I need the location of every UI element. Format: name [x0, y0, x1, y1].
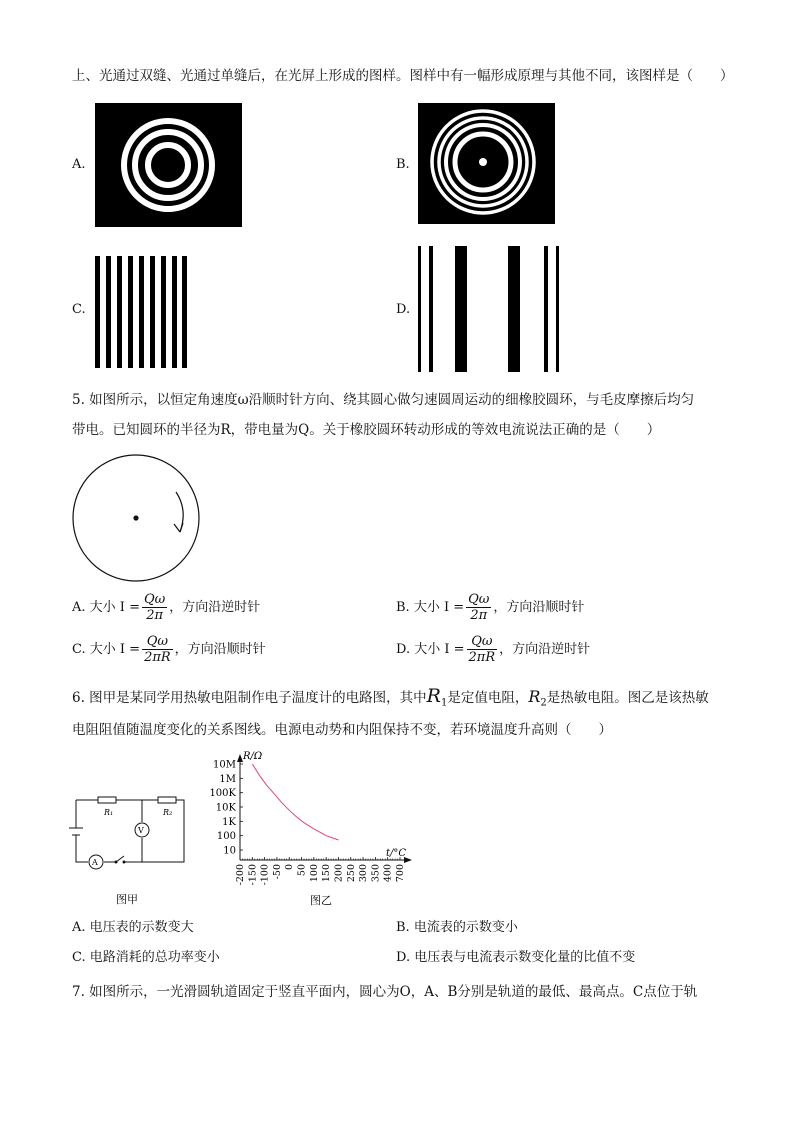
circuit-caption: 图甲: [116, 893, 138, 906]
q6-option-b[interactable]: B. 电流表的示数变小: [396, 920, 518, 935]
q4-figure-c-stripes: [95, 256, 187, 368]
x-tick-label: 0: [284, 864, 296, 871]
circuit-ammeter-label: A: [92, 858, 98, 867]
q4-figure-b-rings: [418, 103, 555, 224]
y-tick-label: 100: [216, 831, 236, 843]
x-tick-label: -100: [259, 864, 271, 886]
y-tick-label: 100K: [209, 788, 236, 800]
q5-option-c[interactable]: C. 大小 I = $\frac{Q\omega}{2\pi R}$ ，方向沿顺时针: [72, 634, 266, 665]
x-tick-label: -150: [247, 864, 259, 886]
x-tick-label: 250: [345, 864, 357, 883]
y-tick-label: 10K: [215, 802, 236, 814]
x-tick-label: 150: [321, 864, 333, 883]
x-tick-label: -50: [271, 864, 283, 880]
q5-option-a[interactable]: A. 大小 I = $\frac{Q\omega}{2\pi}$ ，方向沿逆时针: [72, 592, 261, 623]
y-tick-label: 1K: [222, 816, 236, 828]
q4-option-a-label: A.: [72, 157, 86, 172]
q5-ring-figure: [70, 452, 202, 584]
x-tick-label: 100: [308, 864, 320, 883]
x-tick-label: -200: [235, 864, 246, 886]
circuit-voltmeter-label: V: [138, 826, 144, 835]
q5-option-b[interactable]: B. 大小 I = $\frac{Q\omega}{2\pi}$ ，方向沿顺时针: [396, 592, 585, 623]
q4-stem: 上、光通过双缝、光通过单缝后，在光屏上形成的图样。图样中有一幅形成原理与其他不同，该图样是（ ）: [72, 68, 734, 84]
x-tick-label: 350: [370, 864, 382, 883]
q6-option-c[interactable]: C. 电路消耗的总功率变小: [72, 950, 220, 965]
resistor-r2: [158, 797, 176, 803]
resistor-r1: [98, 797, 116, 803]
q6-stem-line2: 电阻阻值随温度变化的关系图线。电源电动势和内阻保持不变，若环境温度升高则（ ）: [72, 722, 612, 738]
q4-figure-d-stripes: [418, 246, 560, 372]
chart-caption: 图乙: [310, 894, 332, 907]
q4-figure-a-rings: [95, 103, 242, 227]
x-tick-label: 200: [333, 864, 345, 883]
x-axis-label: t/°C: [386, 848, 407, 859]
q6-option-d[interactable]: D. 电压表与电流表示数变化量的比值不变: [396, 950, 636, 965]
q5-option-d[interactable]: D. 大小 I = $\frac{Q\omega}{2\pi R}$ ，方向沿逆时针: [396, 634, 591, 665]
q4-option-c-label: C.: [72, 302, 86, 317]
y-tick-label: 1M: [219, 773, 236, 785]
q7-stem-line1: 7. 如图所示，一光滑圆轨道固定于竖直平面内，圆心为O，A、B分别是轨道的最低、最高点。C点位于轨: [72, 984, 698, 1000]
x-tick-label: 300: [358, 864, 370, 883]
y-tick-label: 10: [223, 845, 236, 857]
q6-option-a[interactable]: A. 电压表的示数变大: [72, 920, 194, 935]
ring-center-dot: [133, 515, 138, 520]
circuit-r1-label: R₁: [104, 808, 114, 817]
q4-option-b-label: B.: [396, 157, 410, 172]
resistance-curve: [252, 764, 338, 840]
circuit-r2-label: R₂: [163, 808, 173, 817]
q6-resistance-temperature-chart: [200, 748, 415, 910]
q6-circuit-diagram: [66, 790, 190, 910]
x-tick-label: 700: [395, 864, 406, 883]
q5-stem-line2: 带电。已知圆环的半径为R，带电量为Q。关于橡胶圆环转动形成的等效电流说法正确的是（ ）: [72, 422, 661, 438]
y-axis-label: R/Ω: [243, 751, 263, 762]
q6-stem-line1: 6. 图甲是某同学用热敏电阻制作电子温度计的电路图，其中$R_1$是定值电阻，$R_2$是热敏电阻。图乙是该热敏: [72, 685, 709, 709]
q4-option-d-label: D.: [396, 302, 411, 317]
q5-stem-line1: 5. 如图所示，以恒定角速度ω沿顺时针方向、绕其圆心做匀速圆周运动的细橡胶圆环，与毛皮摩擦后均匀: [72, 392, 695, 408]
figure-b-center-dot: [479, 158, 487, 166]
x-tick-label: 400: [382, 864, 394, 883]
x-tick-label: 50: [296, 864, 308, 877]
y-tick-label: 10M: [213, 759, 236, 771]
